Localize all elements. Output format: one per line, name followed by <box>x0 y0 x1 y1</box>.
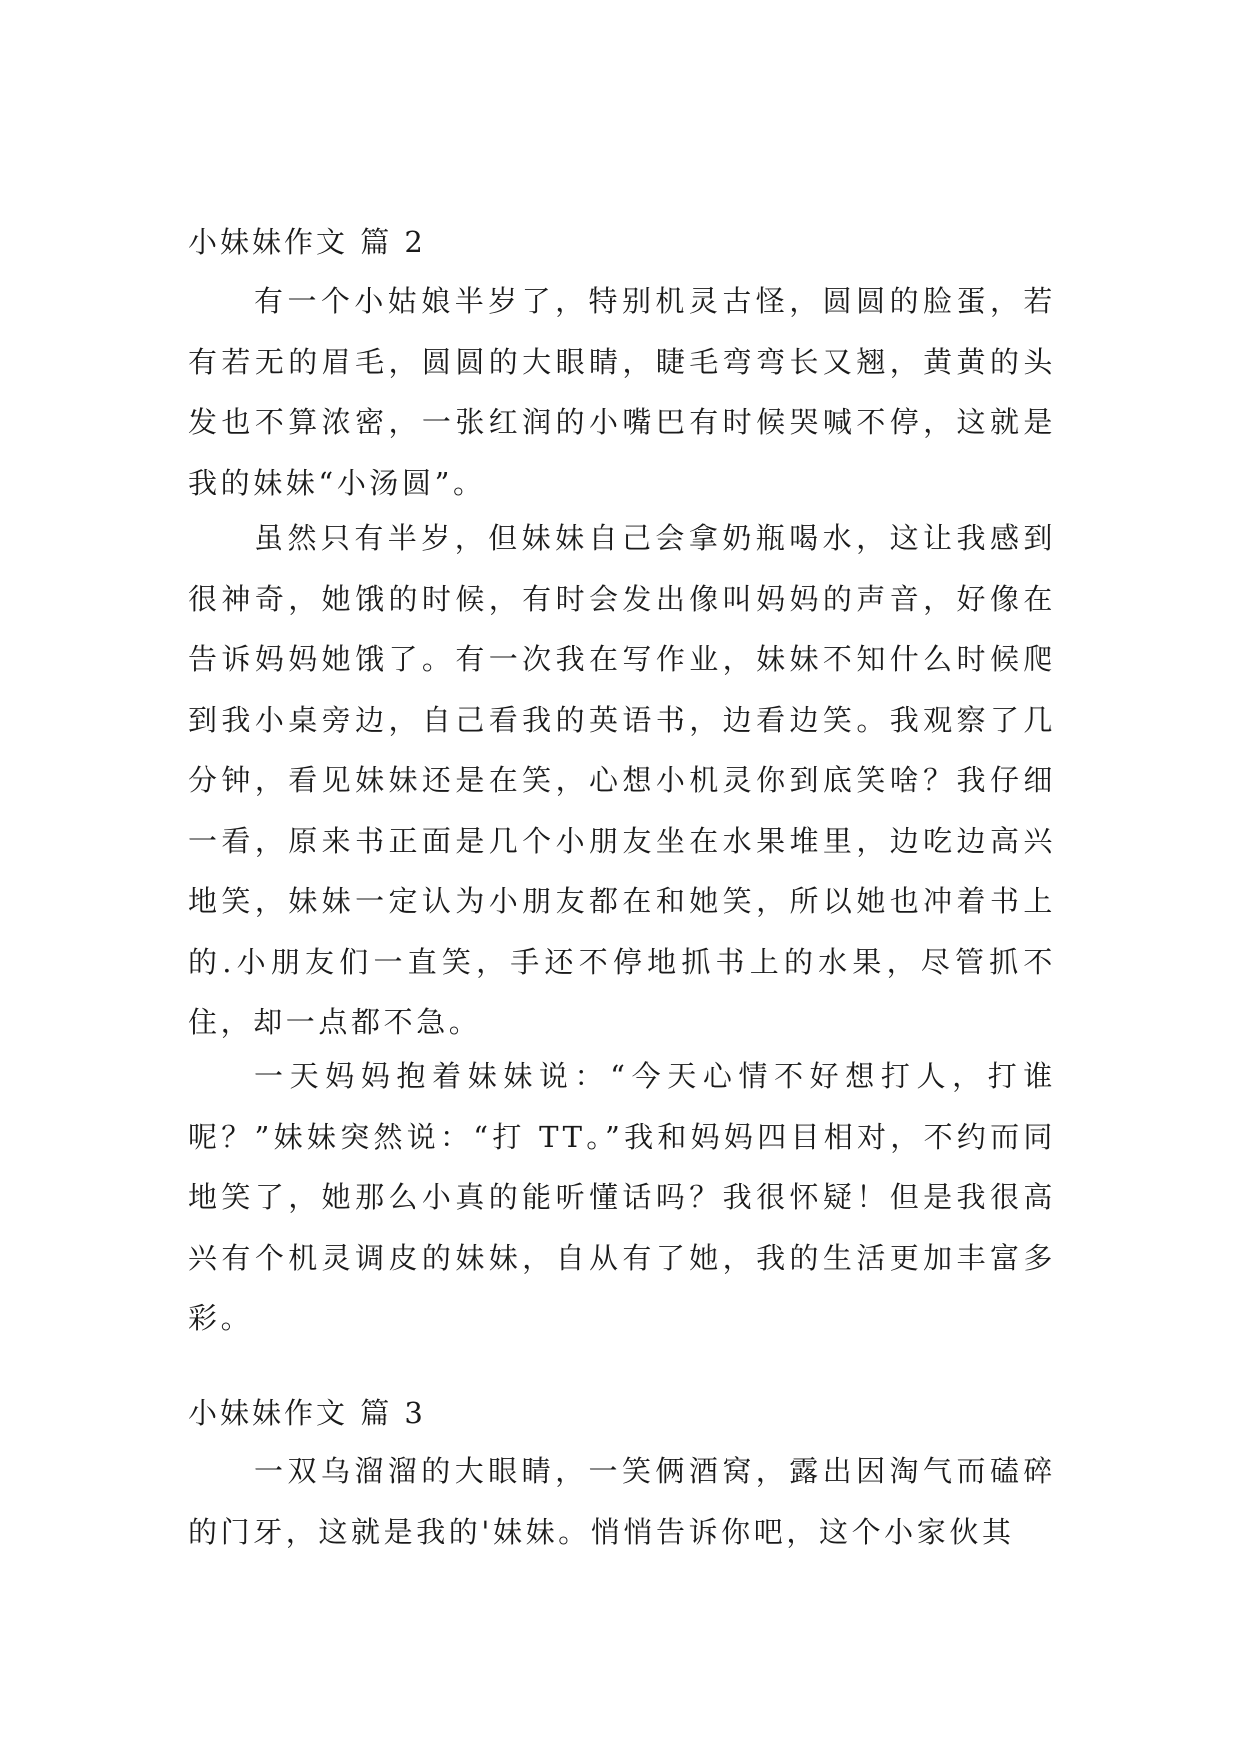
paragraph: 一天妈妈抱着妹妹说：“今天心情不好想打人，打谁呢？”妹妹突然说：“打 TT。”我和妈妈四目相对，不约而同地笑了，她那么小真的能听懂话吗？我很怀疑！但是我很高兴有个机灵调皮的妹妹，自从有了她，我的生活更加丰富多彩。 <box>188 1059 1056 1335</box>
section-title: 小妹妹作文 篇 3 <box>188 1396 426 1430</box>
section-title: 小妹妹作文 篇 2 <box>188 225 426 259</box>
paragraph: 虽然只有半岁，但妹妹自己会拿奶瓶喝水，这让我感到很神奇，她饿的时候，有时会发出像叫妈妈的声音，好像在告诉妈妈她饿了。有一次我在写作业，妹妹不知什么时候爬到我小桌旁边，自己看我的英语书，边看边笑。我观察了几分钟，看见妹妹还是在笑，心想小机灵你到底笑啥？我仔细一看，原来书正面是几个小朋友坐在水果堆里，边吃边高兴地笑，妹妹一定认为小朋友都在和她笑，所以她也冲着书上的.小朋友们一直笑，手还不停地抓书上的水果，尽管抓不住，却一点都不急。 <box>188 521 1056 1039</box>
paragraph: 有一个小姑娘半岁了，特别机灵古怪，圆圆的脸蛋，若有若无的眉毛，圆圆的大眼睛，睫毛弯弯长又翘，黄黄的头发也不算浓密，一张红润的小嘴巴有时候哭喊不停，这就是我的妹妹“小汤圆”。 <box>188 284 1056 500</box>
paragraph: 一双乌溜溜的大眼睛，一笑俩酒窝，露出因淘气而磕碎的门牙，这就是我的'妹妹。悄悄告诉你吧，这个小家伙其 <box>188 1454 1056 1549</box>
